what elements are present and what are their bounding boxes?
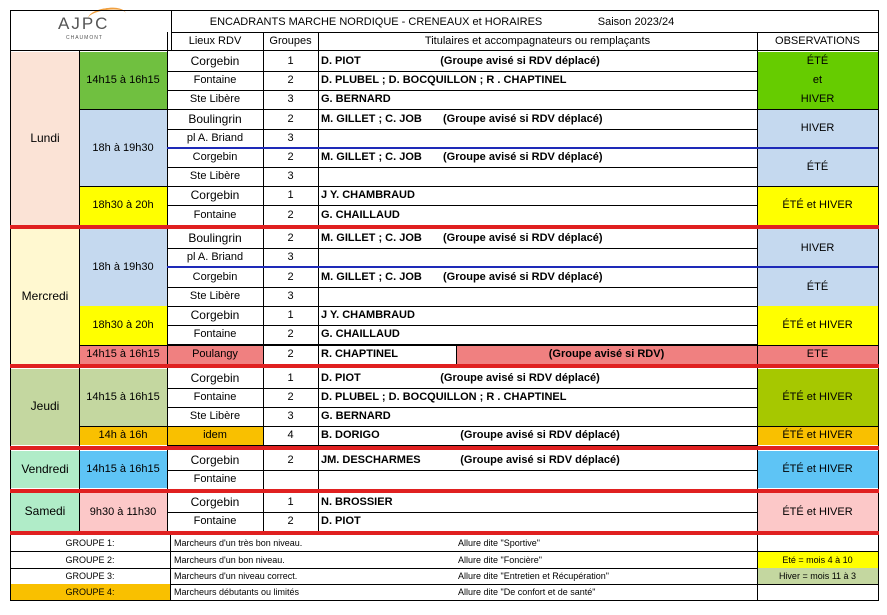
lieu-cell: pl A. Briand [186, 251, 244, 264]
note-cell [440, 388, 640, 407]
time-slot: 18h à 19h30 [79, 229, 167, 306]
grid-line [170, 535, 171, 601]
day-separator [10, 225, 879, 229]
grid-line [167, 287, 757, 288]
grid-line [167, 32, 168, 51]
note-cell [440, 167, 640, 186]
sheet-title: ENCADRANTS MARCHE NORDIQUE - CRENEAUX et HORAIRES [209, 15, 543, 28]
ajpc-logo [11, 10, 171, 50]
grid-line [167, 205, 757, 206]
note-cell: (Groupe avisé si RDV) [548, 348, 665, 361]
day-separator [10, 489, 879, 493]
slot-separator [167, 266, 878, 268]
legend-season: Eté = mois 4 à 10 [757, 552, 878, 568]
titulaire-cell: D. PLUBEL ; D. BOCQUILLON ; R . CHAPTINEL [321, 391, 567, 404]
legend-season [757, 535, 878, 551]
grid-line [167, 50, 168, 532]
note-cell [440, 248, 640, 267]
lieu-cell: Fontaine [193, 328, 237, 341]
day-separator [10, 364, 879, 368]
groupe-cell: 2 [287, 209, 294, 222]
lieu-cell: Corgebin [192, 271, 238, 284]
lieu-cell: Corgebin [190, 187, 240, 202]
obs-cell: HIVER [757, 229, 878, 267]
obs-cell: et [757, 71, 878, 90]
legend-desc: Marcheurs d'un très bon niveau. [174, 537, 303, 548]
season-label: Saison 2023/24 [597, 15, 675, 28]
groupe-cell: 3 [287, 93, 294, 106]
groupe-cell: 2 [287, 271, 294, 284]
grid-line [10, 535, 11, 601]
grid-line [167, 248, 757, 249]
grid-line [167, 407, 757, 408]
grid-line [318, 50, 319, 532]
legend-desc: Marcheurs d'un niveau correct. [174, 570, 298, 581]
note-cell [440, 287, 640, 306]
time-slot: 14h15 à 16h15 [79, 451, 167, 488]
groupe-cell: 2 [287, 391, 294, 404]
titulaire-cell: J Y. CHAMBRAUD [321, 309, 415, 322]
note-cell: (Groupe avisé si RDV déplacé) [443, 113, 603, 126]
grid-line [11, 10, 878, 11]
grid-line [757, 32, 758, 51]
groupe-cell: 3 [287, 410, 294, 423]
groupe-cell: 3 [287, 251, 294, 264]
obs-cell: ETE [757, 345, 878, 364]
groupe-cell: 3 [287, 290, 294, 303]
lieu-cell: idem [167, 426, 263, 445]
titulaire-cell: J Y. CHAMBRAUD [321, 189, 415, 202]
note-cell [440, 206, 640, 225]
groupe-cell: 2 [287, 328, 294, 341]
legend-group: GROUPE 4: [10, 584, 170, 600]
grid-line [167, 470, 757, 471]
header-lieux: Lieux RDV [188, 34, 242, 47]
lieu-cell: Fontaine [193, 473, 237, 486]
titulaire-cell: M. GILLET ; C. JOB [321, 271, 422, 284]
titulaire-cell: D. PIOT [321, 372, 361, 385]
lieu-cell: Fontaine [193, 74, 237, 87]
groupe-cell: 2 [287, 515, 294, 528]
titulaire-cell: G. CHAILLAUD [321, 209, 400, 222]
titulaire-cell: D. PIOT [321, 515, 361, 528]
groupe-cell: 4 [287, 429, 294, 442]
lieu-cell: Fontaine [193, 209, 237, 222]
groupe-cell: 1 [287, 372, 294, 385]
grid-line [263, 32, 264, 51]
groupe-cell: 1 [287, 309, 294, 322]
note-cell [440, 512, 640, 531]
header-groupes: Groupes [269, 34, 312, 47]
titulaire-cell: G. BERNARD [321, 410, 391, 423]
note-cell [440, 129, 640, 148]
note-cell [440, 71, 640, 90]
legend-group: GROUPE 3: [65, 570, 115, 581]
note-cell: (Groupe avisé si RDV déplacé) [460, 454, 620, 467]
header-titulaires: Titulaires et accompagnateurs ou remplaçants [424, 34, 651, 47]
titulaire-cell: B. DORIGO [321, 429, 380, 442]
lieu-cell: Corgebin [192, 151, 238, 164]
day-jeudi: Jeudi [11, 369, 79, 445]
grid-line [757, 50, 758, 532]
obs-cell: ÉTÉ et HIVER [757, 186, 878, 225]
lieu-cell: Boulingrin [188, 111, 242, 126]
note-cell: (Groupe avisé si RDV déplacé) [443, 271, 603, 284]
groupe-cell: 1 [287, 496, 294, 509]
note-cell: (Groupe avisé si RDV déplacé) [440, 55, 600, 68]
time-slot: 9h30 à 11h30 [79, 493, 167, 531]
grid-line [167, 90, 757, 91]
grid-line [167, 325, 757, 326]
note-cell [440, 186, 640, 205]
grid-line [167, 167, 757, 168]
header-observations: OBSERVATIONS [775, 34, 860, 47]
groupe-cell: 3 [287, 170, 294, 183]
grid-line [79, 345, 878, 346]
grid-line [167, 512, 757, 513]
legend-season: Hiver = mois 11 à 3 [757, 568, 878, 584]
time-slot: 18h30 à 20h [79, 186, 167, 225]
groupe-cell [263, 470, 318, 489]
time-slot: 14h15 à 16h15 [79, 369, 167, 426]
note-cell [440, 306, 640, 325]
groupe-cell: 1 [287, 55, 294, 68]
titulaire-cell: N. BROSSIER [321, 496, 393, 509]
time-slot: 18h à 19h30 [79, 110, 167, 186]
grid-line [79, 109, 878, 110]
grid-line [171, 32, 878, 33]
note-cell [440, 90, 640, 109]
note-cell [440, 493, 640, 512]
grid-line [878, 535, 879, 601]
obs-cell: ÉTÉ [757, 268, 878, 306]
grid-line [11, 50, 878, 51]
slot-separator [167, 147, 878, 149]
groupe-cell: 1 [287, 189, 294, 202]
grid-line [318, 32, 319, 51]
lieu-cell: Ste Libère [189, 410, 241, 423]
note-cell [440, 470, 640, 489]
day-separator [10, 446, 879, 450]
titulaire-cell: M. GILLET ; C. JOB [321, 113, 422, 126]
time-slot: 18h30 à 20h [79, 306, 167, 345]
groupe-cell: 2 [287, 232, 294, 245]
lieu-cell: Corgebin [190, 307, 240, 322]
groupe-cell: 2 [287, 74, 294, 87]
logo-subtitle: CHAUMONT [66, 35, 103, 41]
grid-line [167, 129, 757, 130]
grid-line [167, 388, 757, 389]
time-slot: 14h à 16h [79, 426, 167, 445]
groupe-cell: 2 [287, 454, 294, 467]
legend-desc: Marcheurs d'un bon niveau. [174, 554, 285, 565]
obs-cell: ÉTÉ et HIVER [757, 369, 878, 426]
groupe-cell: 3 [287, 132, 294, 145]
note-cell: (Groupe avisé si RDV déplacé) [443, 151, 603, 164]
grid-line [79, 426, 878, 427]
legend-allure: Allure dite "Foncière" [458, 554, 542, 565]
lieu-cell: Ste Libère [189, 93, 241, 106]
grid-line [10, 10, 11, 532]
lieu-cell: pl A. Briand [186, 132, 244, 145]
note-cell [440, 407, 640, 426]
obs-cell: HIVER [757, 90, 878, 109]
legend-allure: Allure dite "Entretien et Récupération" [458, 570, 609, 581]
day-samedi: Samedi [11, 493, 79, 531]
lieu-cell: Ste Libère [189, 170, 241, 183]
titulaire-cell: JM. DESCHARMES [321, 454, 421, 467]
grid-line [79, 50, 80, 532]
day-vendredi: Vendredi [11, 451, 79, 488]
grid-line [79, 186, 878, 187]
lieu-cell: Ste Libère [189, 290, 241, 303]
legend-allure: Allure dite "De confort et de santé" [458, 586, 596, 597]
legend-group: GROUPE 2: [65, 554, 115, 565]
titulaire-cell: D. PIOT [321, 55, 361, 68]
groupe-cell: 2 [287, 348, 294, 361]
titulaire-cell: G. CHAILLAUD [321, 328, 400, 341]
obs-cell: ÉTÉ [757, 148, 878, 186]
titulaire-cell: G. BERNARD [321, 93, 391, 106]
obs-cell: ÉTÉ [757, 52, 878, 71]
titulaire-cell: M. GILLET ; C. JOB [321, 151, 422, 164]
obs-cell: ÉTÉ et HIVER [757, 493, 878, 531]
grid-line [757, 535, 758, 601]
obs-cell: ÉTÉ et HIVER [757, 306, 878, 345]
grid-line [167, 71, 757, 72]
logo-text: AJPC [58, 14, 110, 33]
time-slot: 14h15 à 16h15 [79, 345, 167, 364]
day-lundi: Lundi [11, 52, 79, 225]
day-mercredi: Mercredi [11, 229, 79, 364]
lieu-cell: Fontaine [193, 515, 237, 528]
grid-line [167, 306, 757, 307]
lieu-cell: Corgebin [190, 370, 240, 385]
grid-line [263, 50, 264, 532]
legend-allure: Allure dite "Sportive" [458, 537, 540, 548]
note-cell [440, 325, 640, 344]
lieu-cell: Corgebin [190, 53, 240, 68]
lieu-cell: Fontaine [193, 391, 237, 404]
lieu-cell: Corgebin [190, 494, 240, 509]
legend-desc: Marcheurs débutants ou limités [174, 586, 300, 597]
obs-cell: ÉTÉ et HIVER [757, 426, 878, 445]
time-slot: 14h15 à 16h15 [79, 52, 167, 109]
lieu-cell: Corgebin [190, 452, 240, 467]
titulaire-cell: M. GILLET ; C. JOB [321, 232, 422, 245]
groupe-cell: 2 [287, 151, 294, 164]
lieu-cell: Boulingrin [188, 230, 242, 245]
legend-group: GROUPE 1: [65, 537, 115, 548]
groupe-cell: 2 [287, 113, 294, 126]
titulaire-cell: R. CHAPTINEL [321, 348, 398, 361]
grid-line [10, 600, 879, 601]
note-cell: (Groupe avisé si RDV déplacé) [443, 232, 603, 245]
obs-cell: HIVER [757, 110, 878, 147]
note-cell: (Groupe avisé si RDV déplacé) [440, 372, 600, 385]
obs-cell: ÉTÉ et HIVER [757, 451, 878, 488]
grid-line [171, 10, 172, 51]
titulaire-cell: D. PLUBEL ; D. BOCQUILLON ; R . CHAPTINEL [321, 74, 567, 87]
legend-season [757, 584, 878, 600]
grid-line [878, 10, 879, 532]
grid-line [456, 345, 457, 364]
note-cell: (Groupe avisé si RDV déplacé) [460, 429, 620, 442]
lieu-cell: Poulangy [167, 345, 263, 364]
